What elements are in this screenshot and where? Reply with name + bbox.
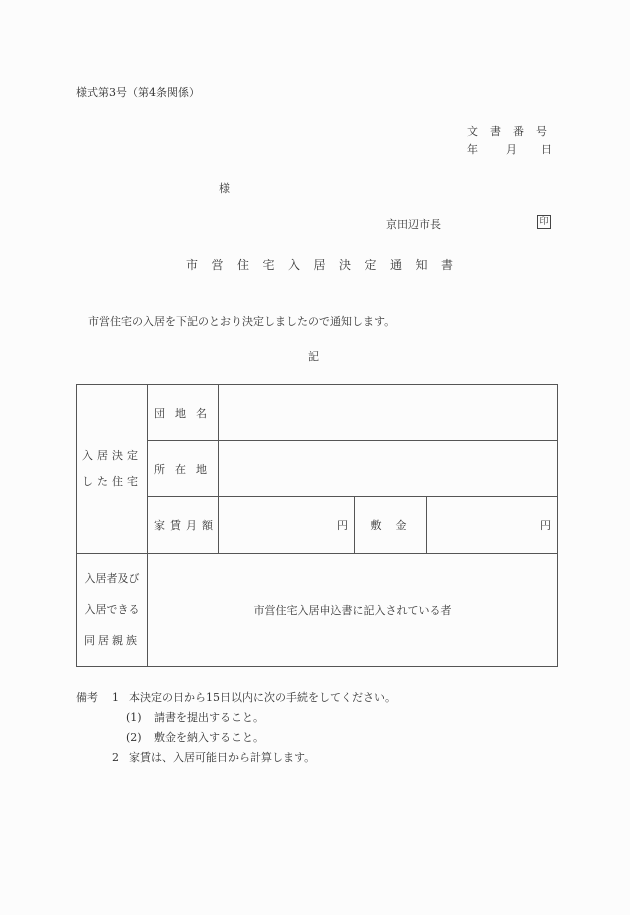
ki-label: 記 [308, 350, 319, 363]
deposit-label: 敷金 [355, 497, 427, 553]
table-row [77, 553, 558, 666]
notes-heading: 備考 [76, 691, 98, 704]
deposit-field[interactable]: 円 [427, 497, 558, 553]
monthly-rent-field[interactable]: 円 [219, 497, 355, 553]
addressee-suffix: 様 [219, 182, 230, 195]
housing-decision-table [76, 384, 558, 667]
table-row [77, 385, 558, 441]
sender-name: 京田辺市長 [386, 218, 441, 231]
location-field[interactable] [219, 441, 558, 497]
seal-mark: 印 [537, 215, 551, 229]
monthly-rent-label: 家賃月額 [148, 497, 219, 553]
table-row [77, 497, 558, 553]
family-header: 入居者及び 入居できる 同居親族 [77, 553, 148, 666]
form-number: 様式第3号（第4条関係） [76, 86, 200, 99]
body-text: 市営住宅の入居を下記のとおり決定しましたので通知します。 [88, 315, 396, 328]
document-number-label: 文書番号 [467, 125, 559, 138]
table-row [77, 441, 558, 497]
decided-housing-header: 入居決定 した住宅 [77, 385, 148, 554]
complex-name-label: 団地名 [148, 385, 219, 441]
date-year-label: 年 [467, 143, 478, 156]
date-day-label: 日 [541, 143, 552, 156]
date-month-label: 月 [506, 143, 517, 156]
family-value: 市営住宅入居申込書に記入されている者 [148, 553, 558, 666]
document-title: 市営住宅入居決定通知書 [186, 258, 467, 272]
location-label: 所在地 [148, 441, 219, 497]
complex-name-field[interactable] [219, 385, 558, 441]
